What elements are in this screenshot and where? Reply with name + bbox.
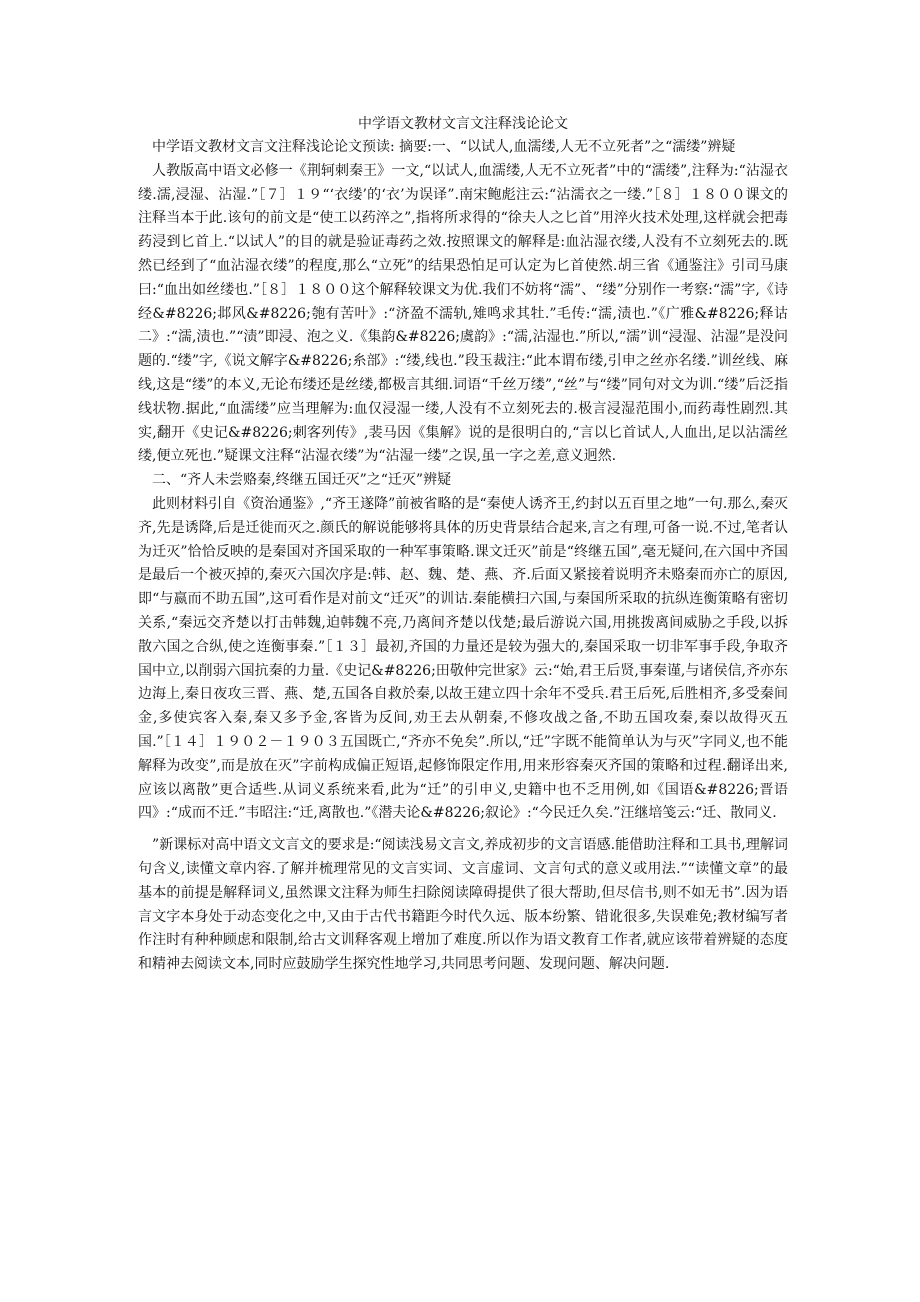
body-paragraph-2: 此则材料引自《资治通鉴》,“齐王遂降”前被省略的是“秦使人诱齐王,约封以五百里之地”一句.那么,秦灭齐,先是诱降,后是迁徙而灭之.颜氏的解说能够将具体的历史背景结合起来,言之有理,可备一说.不过,笔者认为迁灭”恰恰反映的是秦国对齐国采取的一种军事策略.课文迁灭”前是“终继五国”,毫无疑问,在六国中齐国是最后一个被灭掉的,秦灭六国次序是:韩、赵、魏、楚、燕、齐.后面又紧接着说明齐未赂秦而亦亡的原因,即“与嬴而不助五国”,这可看作是对前文“迁灭”的训诂.秦能横扫六国,与秦国所采取的抗纵连衡策略有密切关系,“秦远交齐楚以打击韩魏,迫韩魏不亮,乃离间齐楚以伐楚;最后游说六国,用挑拨离间威胁之手段,以拆散六国之合纵,使之连衡事秦.”［１３］最初,齐国的力量还是较为强大的,秦国采取一切非军事手段,争取齐国中立,以削弱六国抗秦的力量.《史记&#8226;田敬仲完世家》云:“始,君王后贤,事秦谨,与诸侯信,齐亦东边海上,秦日夜攻三晋、燕、楚,五国各自救於秦,以故王建立四十余年不受兵.君王后死,后胜相齐,多受秦间金,多使宾客入秦,秦又多予金,客皆为反间,劝王去从朝秦,不修攻战之备,不助五国攻秦,秦以故得灭五国.”［１４］１９０２－１９０３五国既亡,“齐亦不免矣”.所以,“迁”字既不能简单认为与灭”字同义,也不能解释为改变”,而是放在灭”字前构成偏正短语,起修饰限定作用,用来形容秦灭齐国的策略和过程.翻译出来,应该以离散”更合适些.从词义系统来看,此为“迁”的引申义,史籍中也不乏用例,如《国语&#8226;晋语四》:“成而不迁.”韦昭注:“迁,离散也.”《潜夫论&#8226;叙论》:“今民迁久矣.”汪继培笺云:“迁、散同义. <box>138 495 788 822</box>
body-paragraph-1: 人教版高中语文必修一《荆轲刺秦王》一文,“以试人,血濡缕,人无不立死者”中的“濡缕”,注释为:“沾湿衣缕.濡,浸湿、沾湿.”［７］１９“‘衣缕’的‘衣’为误译”.南宋鲍彪注云:“沾濡衣之一缕.”［８］１８００课文的注释当本于此.该句的前文是“使工以药淬之”,指将所求得的“徐夫人之匕首”用淬火技术处理,这样就会把毒药浸到匕首上.“以试人”的目的就是验证毒药之效.按照课文的解释是:血沾湿衣缕,人没有不立刻死去的.既然已经到了“血沾湿衣缕”的程度,那么“立死”的结果恐怕足可认定为匕首使然.胡三省《通鉴注》引司马康曰:“血出如丝缕也.”［８］１８００这个解释较课文为优.我们不妨将“濡”、“缕”分别作一考察:“濡”字,《诗经&#8226;邶风&#8226;匏有苦叶》:“济盈不濡轨,雉鸣求其牡.”毛传:“濡,渍也.”《广雅&#8226;释诂二》:“濡,渍也.”“渍”即浸、泡之义.《集韵&#8226;虞韵》:“濡,沾湿也.”所以,“濡”训“浸湿、沾湿”是没问题的.“缕”字,《说文解字&#8226;糸部》:“缕,线也.”段玉裁注:“此本谓布缕,引申之丝亦名缕.”训丝线、麻线,这是“缕”的本义,无论布缕还是丝缕,都极言其细.词语“千丝万缕”,“丝”与“缕”同句对文为训.“缕”后泛指线状物.据此,“血濡缕”应当理解为:血仅浸湿一缕,人没有不立刻死去的.极言浸湿范围小,而药毒性剧烈.其实,翻开《史记&#8226;刺客列传》,裴马因《集解》说的是很明白的,“言以匕首试人,人血出,足以沾濡丝缕,便立死也.”疑课文注释“沾湿衣缕”为“沾湿一缕”之误,虽一字之差,意义迥然. <box>138 162 788 465</box>
document-page <box>138 112 788 977</box>
preview-paragraph: 中学语文教材文言文注释浅论论文预读: 摘要:一、“以试人,血濡缕,人无不立死者”之“濡缕”辨疑 <box>152 139 736 155</box>
closing-paragraph: ”新课标对高中语文文言文的要求是:“阅读浅易文言文,养成初步的文言语感.能借助注释和工具书,理解词句含义,读懂文章内容.了解并梳理常见的文言实词、文言虚词、文言句式的意义或用法.”“读懂文章”的最基本的前提是解释词义,虽然课文注释为师生扫除阅读障碍提供了很大帮助,但尽信书,则不如无书”.因为语言文字本身处于动态变化之中,又由于古代书籍距今时代久远、版本纷繁、错讹很多,失误难免;教材编写者作注时有种种顾虑和限制,给古文训释客观上增加了难度.所以作为语文教育工作者,就应该带着辨疑的态度和精神去阅读文本,同时应鼓励学生探究性地学习,共同思考问题、发现问题、解决问题. <box>138 837 788 973</box>
section-heading-2: 二、“齐人未尝赂秦,终继五国迁灭”之“迁灭”辨疑 <box>152 472 452 489</box>
document-title: 中学语文教材文言文注释浅论论文 <box>358 116 568 132</box>
